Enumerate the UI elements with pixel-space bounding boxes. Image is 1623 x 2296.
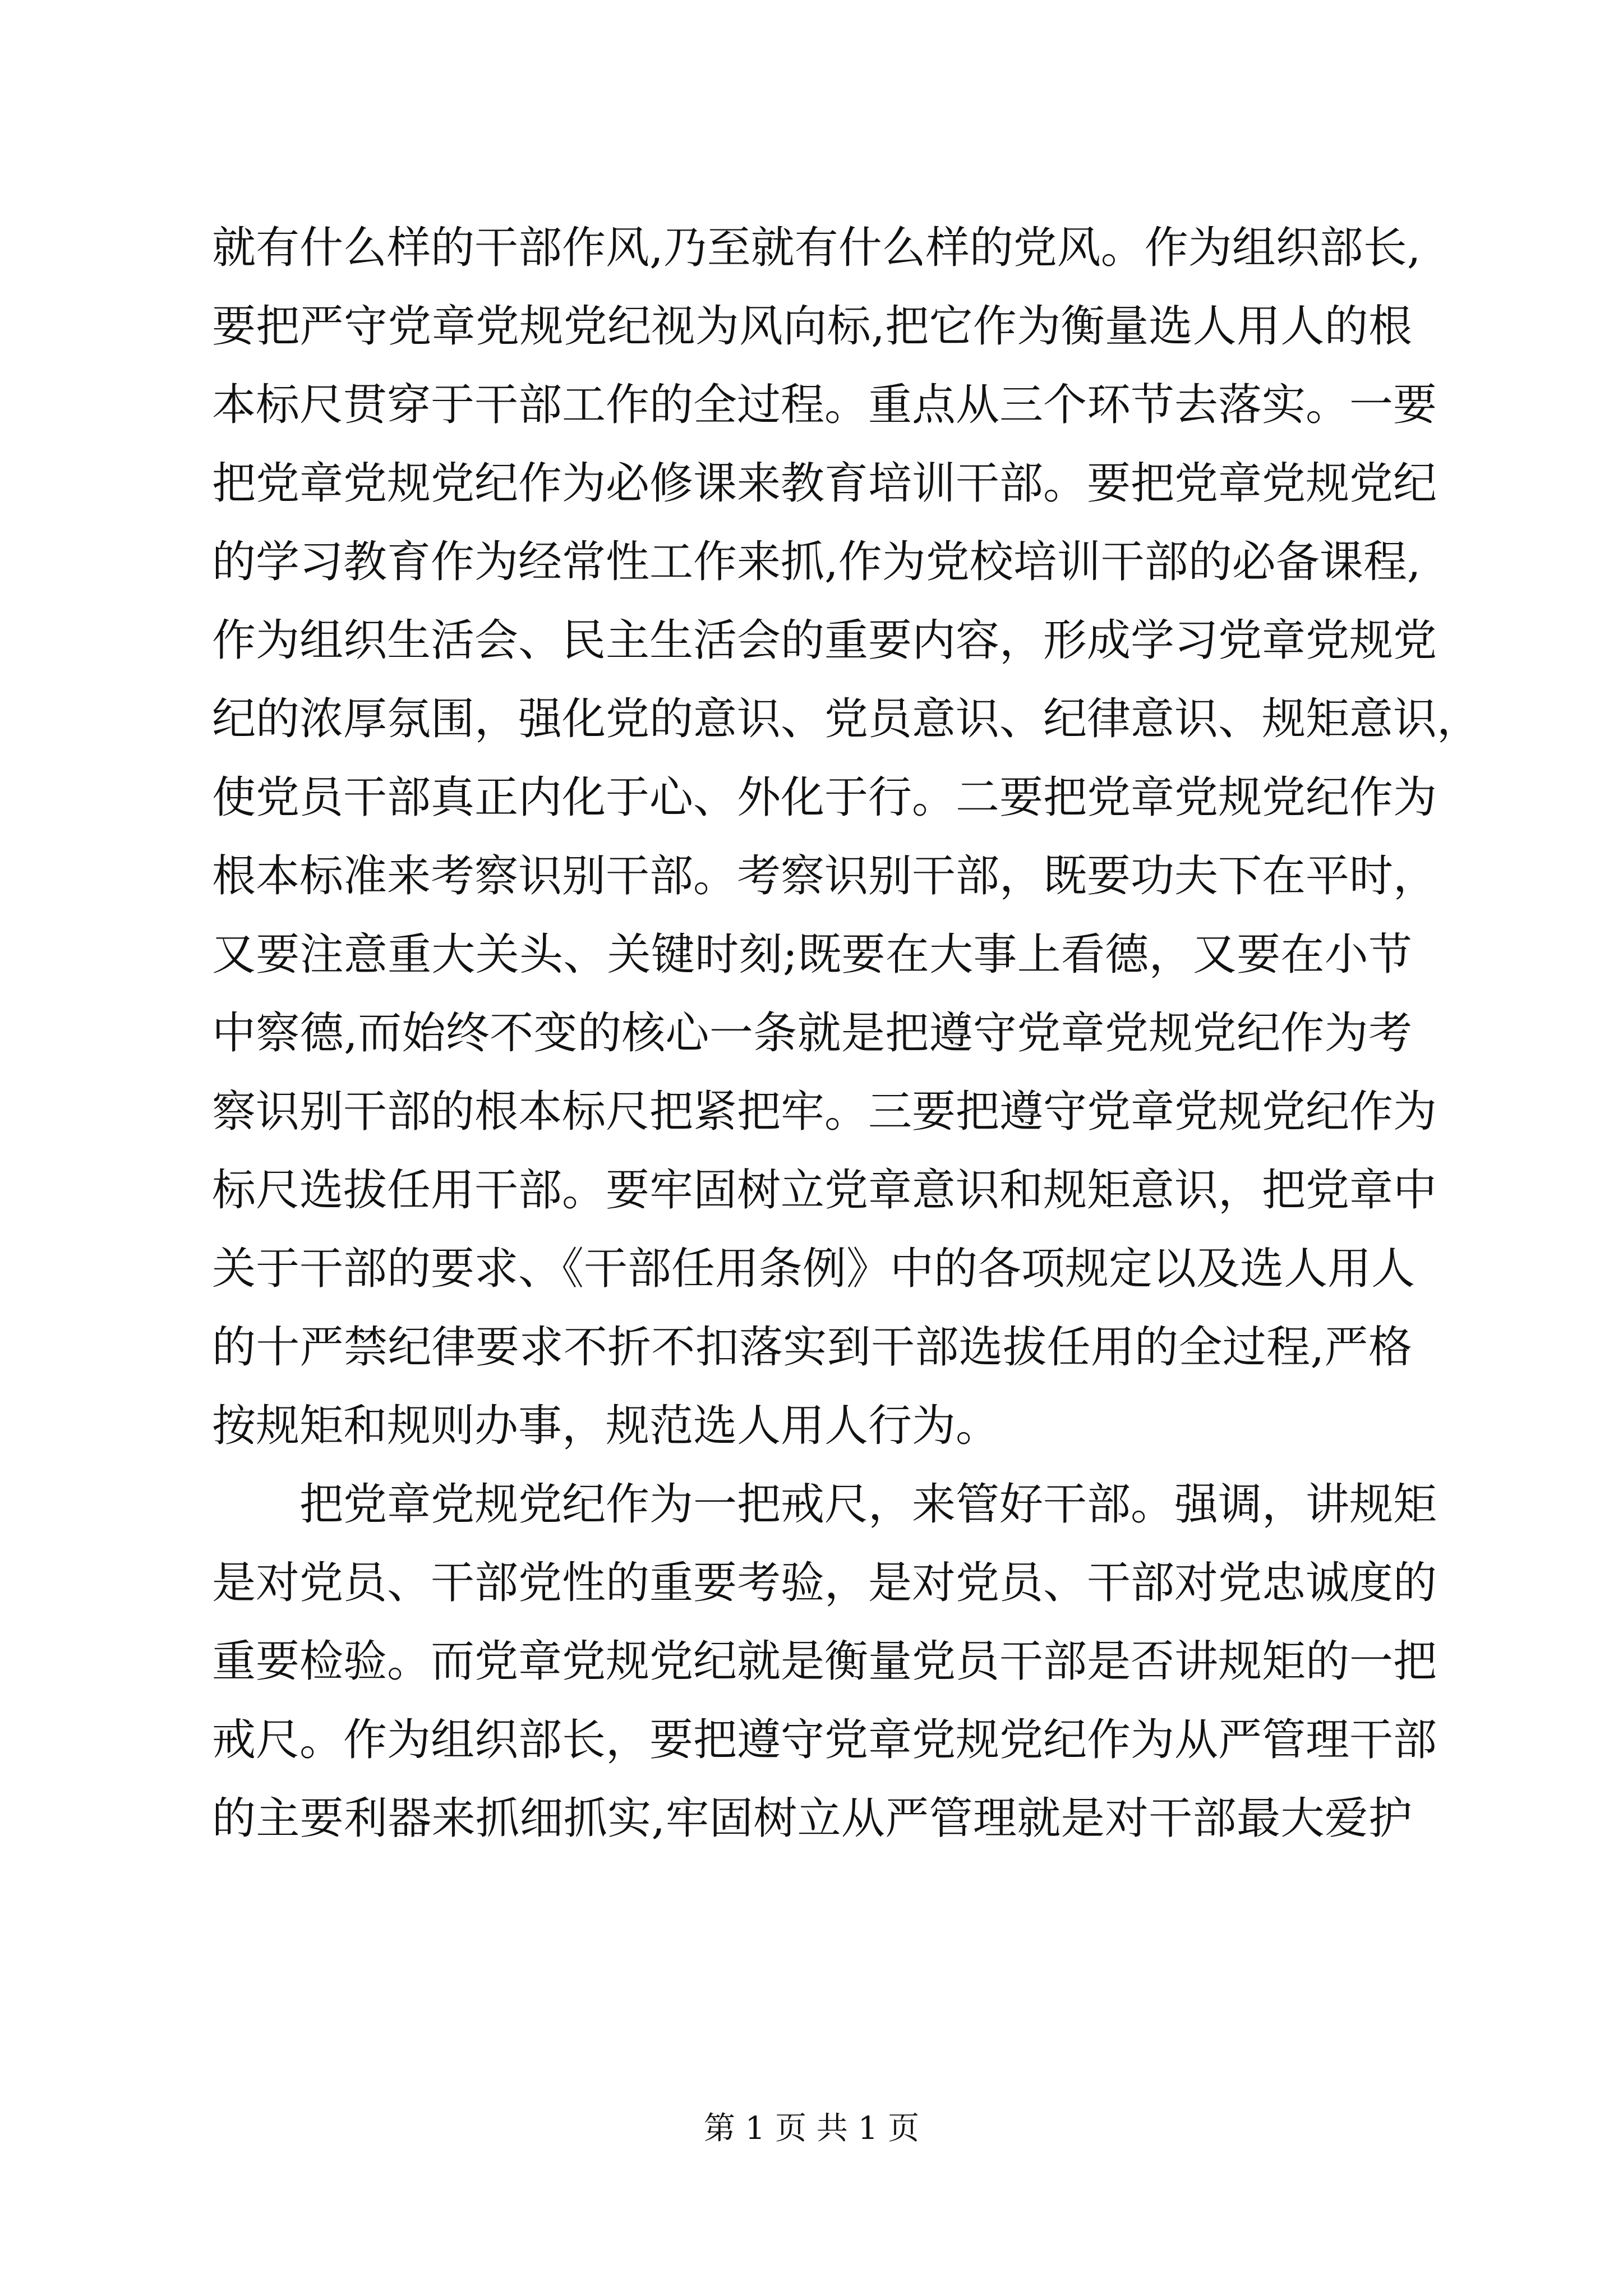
text-line: 又要注意重大关头、关键时刻;既要在大事上看德，又要在小节 [212, 930, 1412, 980]
page-footer [0, 2109, 1623, 2148]
text-line: 关于干部的要求、《干部任用条例》中的各项规定以及选人用人 [212, 1244, 1415, 1294]
text-line: 根本标准来考察识别干部。考察识别干部，既要功夫下在平时， [212, 851, 1437, 901]
text-line: 作为组织生活会、民主生活会的重要内容，形成学习党章党规党 [212, 615, 1437, 666]
text-line: 是对党员、干部党性的重要考验，是对党员、干部对党忠诚度的 [212, 1558, 1437, 1608]
text-line: 重要检验。而党章党规党纪就是衡量党员干部是否讲规矩的一把 [212, 1636, 1437, 1687]
text-line: 按规矩和规则办事，规范选人用人行为。 [212, 1401, 1000, 1451]
text-line: 要把严守党章党规党纪视为风向标,把它作为衡量选人用人的根 [212, 301, 1412, 352]
paragraph-first-line: 把党章党规党纪作为一把戒尺，来管好干部。强调，讲规矩 [299, 1479, 1437, 1530]
text-line: 戒尺。作为组织部长，要把遵守党章党规党纪作为从严管理干部 [212, 1715, 1437, 1765]
page-number-label: 第 1 页 共 1 页 [703, 2110, 920, 2147]
text-line: 使党员干部真正内化于心、外化于行。二要把党章党规党纪作为 [212, 772, 1437, 823]
text-line: 的十严禁纪律要求不折不扣落实到干部选拔任用的全过程,严格 [212, 1322, 1412, 1373]
text-line: 的学习教育作为经常性工作来抓,作为党校培训干部的必备课程, [212, 537, 1421, 587]
text-line: 把党章党规党纪作为必修课来教育培训干部。要把党章党规党纪 [212, 458, 1437, 509]
text-line: 就有什么样的干部作风,乃至就有什么样的党风。作为组织部长, [212, 223, 1421, 273]
text-line: 中察德,而始终不变的核心一条就是把遵守党章党规党纪作为考 [212, 1008, 1412, 1059]
text-line: 察识别干部的根本标尺把紧把牢。三要把遵守党章党规党纪作为 [212, 1087, 1437, 1137]
text-line: 的主要利器来抓细抓实,牢固树立从严管理就是对干部最大爱护 [212, 1793, 1412, 1844]
body-text [212, 209, 1481, 1858]
text-line: 标尺选拔任用干部。要牢固树立党章意识和规矩意识，把党章中 [212, 1165, 1437, 1216]
text-line: 本标尺贯穿于干部工作的全过程。重点从三个环节去落实。一要 [212, 380, 1437, 430]
text-line: 纪的浓厚氛围，强化党的意识、党员意识、纪律意识、规矩意识， [212, 694, 1481, 744]
